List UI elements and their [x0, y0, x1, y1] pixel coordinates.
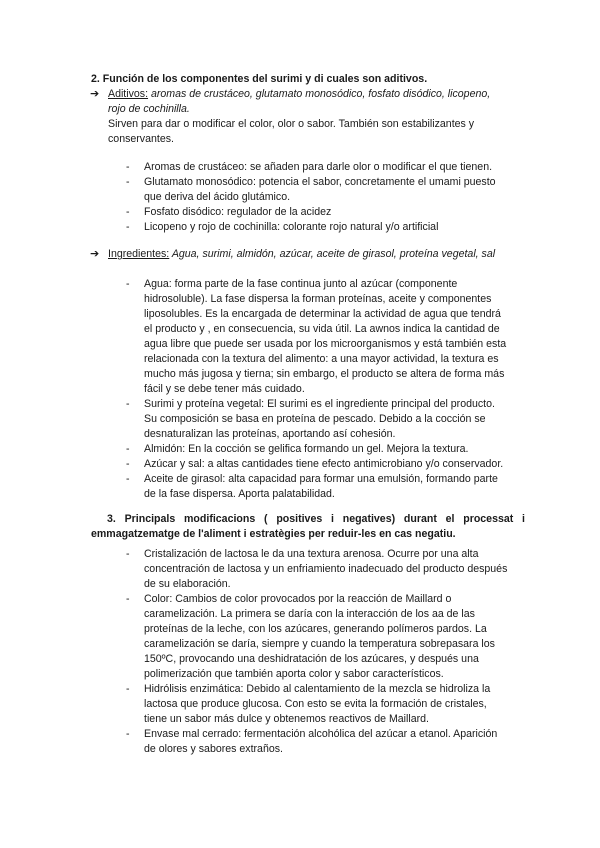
list-item-line: Su composición se basa en proteína de pescado. Debido a la cocción se — [144, 413, 486, 425]
aditivos-line — [108, 87, 490, 102]
ingredientes-list: Agua, surimi, almidón, azúcar, aceite de girasol, proteína vegetal, sal — [169, 248, 496, 260]
list-item-line: desnaturalizan las proteínas, aportando así cohesión. — [144, 428, 396, 440]
list-item-line: Fosfato disódico: regulador de la acidez — [144, 206, 332, 218]
dash-bullet-icon: - — [126, 176, 130, 188]
list-item-line: Hidrólisis enzimática: Debido al calentamiento de la mezcla se hidroliza la — [144, 683, 491, 695]
list-item-line: Almidón: En la cocción se gelifica formando un gel. Mejora la textura. — [144, 443, 469, 455]
list-item-line: concentración de lactosa y un enfriamiento inadecuado del producto después — [144, 563, 508, 575]
list-item-line: el producto y , en consecuencia, su vida útil. La awnos indica la cantidad de — [144, 323, 500, 335]
section-3-heading-1: 3. Principals modificacions ( positives i negatives) durant el processat i — [107, 513, 525, 525]
arrow-bullet-icon: ➔ — [90, 248, 100, 260]
list-item-line: polimerización que también aporta color y sabor característicos. — [144, 668, 444, 680]
dash-bullet-icon: - — [126, 473, 130, 485]
list-item-line: de su elaboración. — [144, 578, 231, 590]
section-2-heading: 2. Función de los componentes del surimi y di cuales son aditivos. — [91, 73, 428, 85]
dash-bullet-icon: - — [126, 548, 130, 560]
list-item-line: agua libre que puede ser usada por los microorganismos y está también esta — [144, 338, 507, 350]
list-item-line: caramelización se daría, siempre y cuando la temperatura sobrepasara los — [144, 638, 495, 650]
list-item-line: Licopeno y rojo de cochinilla: colorante rojo natural y/o artificial — [144, 221, 439, 233]
list-item-line: Aceite de girasol: alta capacidad para formar una emulsión, formando parte — [144, 473, 498, 485]
section-3-heading-2: emmagatzematge de l'aliment i estratègies per reduir-les en cas negatiu. — [91, 528, 456, 540]
list-item-line: Agua: forma parte de la fase continua junto al azúcar (componente — [144, 278, 458, 290]
arrow-bullet-icon: ➔ — [90, 88, 100, 100]
dash-bullet-icon: - — [126, 728, 130, 740]
list-item-line: proteínas de la leche, con los azúcares, generando polímeros pardos. La — [144, 623, 487, 635]
list-item-line: Surimi y proteína vegetal: El surimi es el ingrediente principal del producto. — [144, 398, 495, 410]
dash-bullet-icon: - — [126, 221, 130, 233]
list-item-line: relacionada con la textura del alimento: a una mayor actividad, la textura es — [144, 353, 499, 365]
ingredientes-label: Ingredientes: — [108, 248, 170, 260]
list-item-line: que deriva del ácido glutámico. — [144, 191, 291, 203]
list-item-line: Envase mal cerrado: fermentación alcohólica del azúcar a etanol. Aparición — [144, 728, 498, 740]
list-item-line: de olores y sabores extraños. — [144, 743, 283, 755]
dash-bullet-icon: - — [126, 443, 130, 455]
list-item-line: 150ºC, provocando una deshidratación de los azúcares, y después una — [144, 653, 479, 665]
dash-bullet-icon: - — [126, 278, 130, 290]
ingredientes-line — [108, 247, 495, 262]
aditivos-label: Aditivos: — [108, 88, 149, 100]
list-item-line: tiene un sabor más dulce y obtenemos reactivos de Maillard. — [144, 713, 430, 725]
dash-bullet-icon: - — [126, 458, 130, 470]
list-item-line: de la fase dispersa. Aporta palatabilidad. — [144, 488, 335, 500]
list-item-line: Color: Cambios de color provocados por la reacción de Maillard o — [144, 593, 452, 605]
list-item-line: mucho más jugosa y tierna; sin embargo, el producto se altera de forma más — [144, 368, 505, 380]
list-item-line: fácil y se debe tener más cuidado. — [144, 383, 305, 395]
list-item-line: Glutamato monosódico: potencia el sabor, concretamente el umami puesto — [144, 176, 496, 188]
list-item-line: lactosa que produce glucosa. Con esto se evita la formación de cristales, — [144, 698, 487, 710]
aditivos-desc-2: conservantes. — [108, 133, 174, 145]
list-item-line: hidrosoluble). La fase dispersa la forman proteínas, aceite y componentes — [144, 293, 492, 305]
dash-bullet-icon: - — [126, 683, 130, 695]
list-item-line: Cristalización de lactosa le da una textura arenosa. Ocurre por una alta — [144, 548, 479, 560]
dash-bullet-icon: - — [126, 206, 130, 218]
list-item-line: Aromas de crustáceo: se añaden para darle olor o modificar el que tienen. — [144, 161, 493, 173]
list-item-line: liposolubles. Es la encargada de determinar la actividad de agua que tendrá — [144, 308, 501, 320]
aditivos-list: aromas de crustáceo, glutamato monosódico, fosfato disódico, licopeno, — [148, 88, 491, 100]
list-item-line: Azúcar y sal: a altas cantidades tiene efecto antimicrobiano y/o conservador. — [144, 458, 504, 470]
dash-bullet-icon: - — [126, 161, 130, 173]
aditivos-desc-1: Sirven para dar o modificar el color, olor o sabor. También son estabilizantes y — [108, 118, 475, 130]
list-item-line: caramelización. La primera se daría con la interacción de los aa de las — [144, 608, 475, 620]
dash-bullet-icon: - — [126, 398, 130, 410]
dash-bullet-icon: - — [126, 593, 130, 605]
aditivos-list-cont: rojo de cochinilla. — [108, 103, 190, 115]
